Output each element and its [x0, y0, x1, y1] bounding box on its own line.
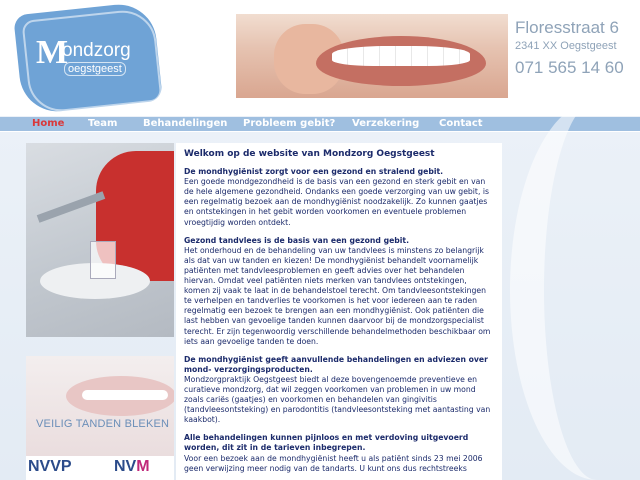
section-3 [184, 355, 494, 426]
nvm-logo-b: M [136, 458, 150, 475]
section-3-body: Mondzorgpraktijk Oegstgeest biedt al deze bovengenoemde preventieve en curatieve mondzorg, dat wil zeggen voorkomen van problemen in uw mond zoals cariës (gaatjes) en voorkomen en behandelen van gingivitis (tandvleesontsteking) en parodontitis (tandvleesontsteking met aantasting van kaakbot). [184, 374, 491, 425]
white-teeth-shape [82, 390, 168, 400]
nvm-logo-a: NV [114, 458, 137, 475]
section-1 [184, 167, 494, 228]
logo-initial[interactable]: M [36, 34, 69, 71]
instrument-arm [37, 191, 106, 222]
section-2-heading: Gezond tandvlees is de basis van een gezond gebit. [184, 235, 410, 245]
nav-probleem-gebit[interactable]: Probleem gebit? [243, 118, 336, 129]
partner-logos [26, 456, 174, 480]
phone-number: 071 565 14 60 [515, 58, 624, 77]
section-4-heading: Alle behandelingen kunnen pijnloos en met verdoving uitgevoerd worden, dit zit in de tarieven inbegrepen. [184, 433, 469, 453]
address-city: 2341 XX Oegstgeest [515, 40, 617, 52]
section-2 [184, 236, 494, 347]
nav-verzekering[interactable]: Verzekering [352, 118, 420, 129]
section-1-body: Een goede mondgezondheid is de basis van een gezond en sterk gebit en van de hele algemene gezondheid. Ondanks een goede verzorging van uw gebit, is een regelmatig bezoek aan de mondhygiënist noodzakelijk. Zo kunnen gaatjes en ontstekingen in het gebit worden voorkomen en eventuele problemen vroegtijdig worden ontdekt. [184, 177, 489, 227]
nav-contact[interactable]: Contact [439, 118, 483, 129]
logo-name[interactable]: ondzorg [62, 40, 131, 61]
main-content [176, 143, 502, 480]
page-title: Welkom op de website van Mondzorg Oegstgeest [184, 149, 435, 159]
decorative-curve [510, 100, 640, 480]
nav-behandelingen[interactable]: Behandelingen [143, 118, 228, 129]
header [0, 0, 640, 116]
section-3-heading: De mondhygiënist geeft aanvullende behandelingen en adviezen over mond- verzorgingsproducten. [184, 354, 488, 374]
logo-subtitle: oegstgeest [64, 62, 126, 76]
main-nav [0, 117, 640, 132]
section-4-body: Voor een bezoek aan de mondhygiënist heeft u als patiënt sinds 23 mei 2006 geen verwijzing meer nodig van de tandarts. U kunt ons dus rechtstreeks [184, 453, 483, 473]
nvm-logo[interactable] [114, 458, 150, 476]
dental-chair-photo [26, 143, 174, 337]
nav-team[interactable]: Team [88, 118, 118, 129]
teeth-whitening-banner[interactable] [26, 356, 174, 456]
nav-home[interactable]: Home [32, 118, 65, 129]
section-1-heading: De mondhygiënist zorgt voor een gezond en stralend gebit. [184, 167, 444, 177]
contact-block [515, 18, 624, 78]
glass-shape [90, 241, 116, 279]
address-street: Floresstraat 6 [515, 18, 619, 37]
nvvp-logo[interactable]: NVVP [28, 458, 72, 475]
whitening-banner-text[interactable]: VEILIG TANDEN BLEKEN [36, 418, 170, 430]
section-2-body: Het onderhoud en de behandeling van uw tandvlees is minstens zo belangrijk als dat van uw tanden en kiezen! De mondhygiënist behandelt voornamelijk patiënten met tandvleesproblemen en geeft advies over het behandelen hiervan. Omdat veel patiënten niets merken van tandvlees ontstekingen, komen zij vaak te laat in de behandelstoel terecht. Om tandvleesontstekingen te verhelpen en tandverlies te voorkomen is het voor iedereen aan te raden regelmatig een bezoek te brengen aan een mondhygiënist. Ook patiënten die last hebben van gevoelige tanden kunnen daarvoor bij de mondzorgspecialist terecht. Er zijn tegenwoordig verschillende behandelmethoden beschikbaar om iets aan gevoelige tanden te doen. [184, 245, 491, 346]
teeth-shape [332, 46, 470, 66]
header-smile-photo [236, 14, 508, 98]
section-4 [184, 433, 494, 473]
